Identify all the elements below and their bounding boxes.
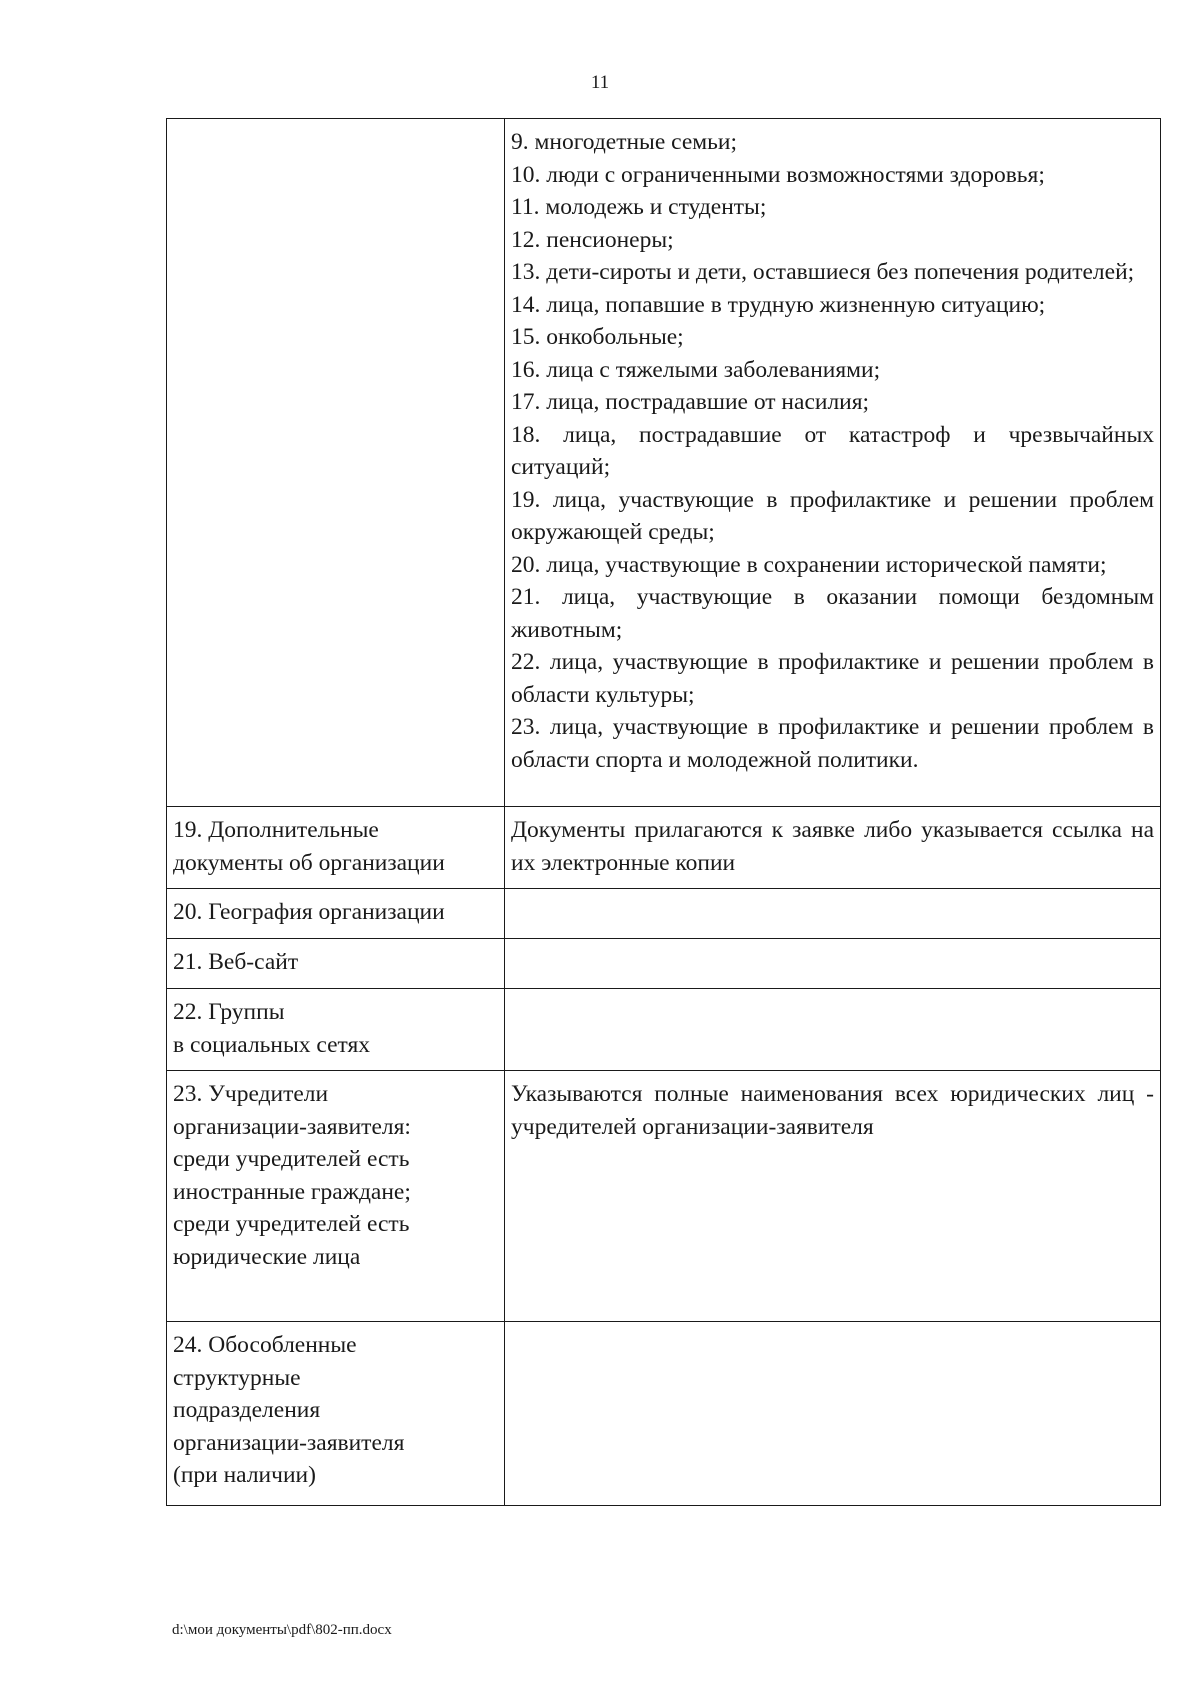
row-value-text: Документы прилагаются к заявке либо указывается ссылка на их электронные копии [511,817,1154,876]
row-value [505,807,1161,889]
table-row-social-groups [167,989,1161,1071]
list-item: 14. лица, попавшие в трудную жизненную ситуацию; [511,291,1046,318]
row-label-line: юридические лица [173,1243,361,1270]
row-label-line: среди учредителей есть [173,1211,410,1237]
list-item: 10. люди с ограниченными возможностями здоровья; [511,161,1045,188]
list-item: 20. лица, участвующие в сохранении исторической памяти; [511,551,1107,578]
row-label-line: 20. География организации [173,899,445,925]
row-label-line: структурные [173,1364,301,1391]
row-label-line: 22. Группы [173,999,285,1025]
list-item: 19. лица, участвующие в профилактике и решении проблем окружающей среды; [511,486,1154,545]
row-label-line: (при наличии) [173,1462,316,1488]
list-item: 18. лица, пострадавшие от катастроф и чрезвычайных ситуаций; [511,421,1154,480]
row-label-line: подразделения [173,1397,321,1423]
row-label-line: организации-заявителя: [173,1113,411,1140]
row-label-line: 19. Дополнительные [173,817,379,843]
row-label [167,1071,505,1322]
row-label-line: организации-заявителя [173,1429,405,1456]
list-item: 22. лица, участвующие в профилактике и решении проблем в области культуры; [511,649,1154,708]
row-label [167,939,505,989]
beneficiaries-list-cell [505,119,1161,807]
footer-file-path: d:\мои документы\pdf\802-пп.docx [172,1622,392,1638]
table-row-geography [167,889,1161,939]
row-value [505,889,1161,939]
table-row-subdivisions [167,1322,1161,1506]
row-value [505,1322,1161,1506]
list-item: 9. многодетные семьи; [511,129,737,155]
row-label-line: иностранные граждане; [173,1178,411,1205]
list-item: 23. лица, участвующие в профилактике и решении проблем в области спорта и молодежной политики. [511,714,1154,773]
row-label-line: 23. Учредители [173,1081,329,1107]
table-row-additional-documents [167,807,1161,889]
row-label [167,889,505,939]
row-label-line: документы об организации [173,849,445,876]
row-label [167,1322,505,1506]
row-label [167,807,505,889]
table-row-website [167,939,1161,989]
table-row-beneficiaries [167,119,1161,807]
row-value [505,1071,1161,1322]
page-number: 11 [590,72,610,93]
row-value [505,939,1161,989]
list-item: 13. дети-сироты и дети, оставшиеся без попечения родителей; [511,259,1135,285]
row-value-text: Указываются полные наименования всех юридических лиц - учредителей организации-заявителя [511,1081,1154,1140]
form-table [166,118,1161,1506]
row-label-line: в социальных сетях [173,1031,371,1058]
list-item: 11. молодежь и студенты; [511,194,767,220]
list-item: 17. лица, пострадавшие от насилия; [511,389,870,415]
table-row-founders [167,1071,1161,1322]
row-label-line: 21. Веб-сайт [173,949,299,975]
list-item: 15. онкобольные; [511,324,684,350]
row-label-line: среди учредителей есть [173,1146,410,1172]
row-value [505,989,1161,1071]
list-item: 16. лица с тяжелыми заболеваниями; [511,356,881,383]
list-item: 12. пенсионеры; [511,226,674,253]
row-label [167,989,505,1071]
list-item: 21. лица, участвующие в оказании помощи бездомным животным; [511,584,1154,643]
row-label-line: 24. Обособленные [173,1332,357,1358]
label-cell-empty [167,119,505,807]
